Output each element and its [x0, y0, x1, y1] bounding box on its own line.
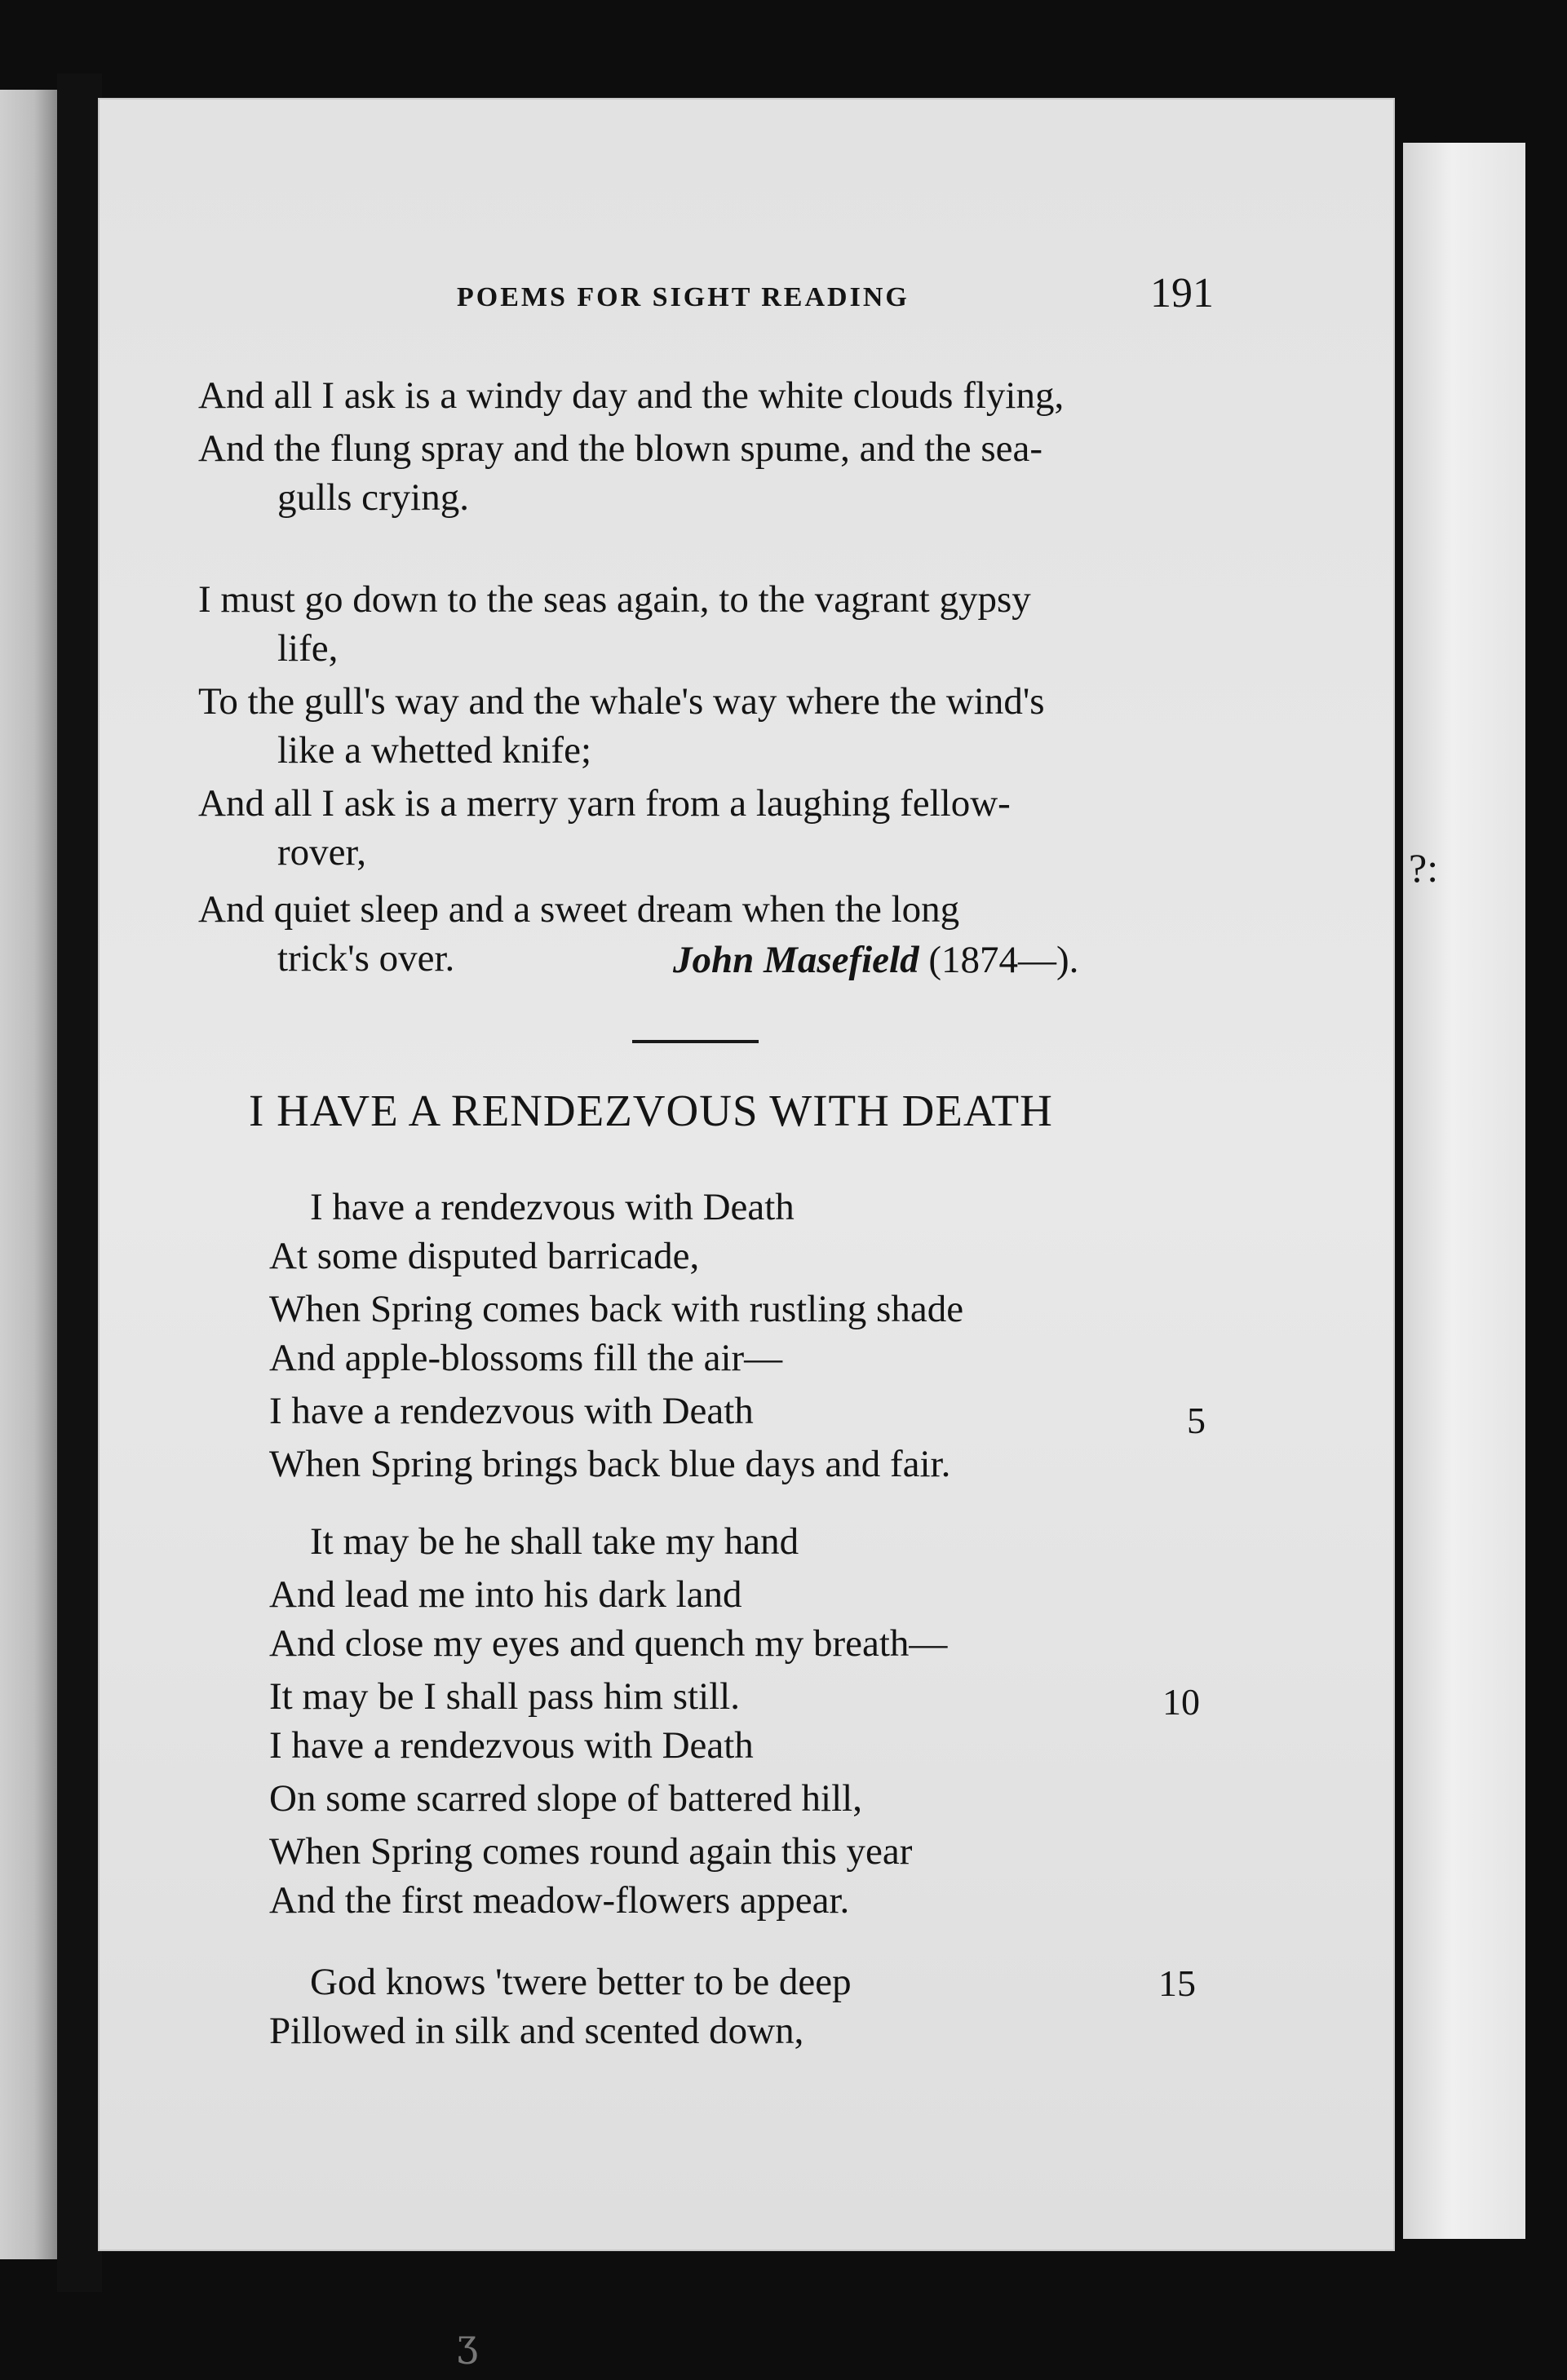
verse-line: life,	[277, 627, 339, 670]
attribution	[673, 938, 1078, 982]
line-number: 15	[1158, 1962, 1196, 2004]
line-number: 10	[1162, 1681, 1200, 1723]
margin-mark-bottom: ʒ	[457, 2320, 478, 2365]
line-number: 5	[1187, 1400, 1206, 1441]
verse-line: When Spring comes round again this year	[269, 1830, 913, 1873]
page-number: 191	[1150, 270, 1214, 316]
verse-line: trick's over.	[277, 937, 455, 980]
book-page	[98, 98, 1395, 2251]
margin-mark-right: ?:	[1409, 845, 1439, 891]
left-page-edge	[0, 90, 57, 2259]
verse-line: I have a rendezvous with Death	[310, 1186, 795, 1228]
next-page-edge	[1403, 143, 1525, 2239]
verse-line: And close my eyes and quench my breath—	[269, 1622, 948, 1665]
verse-line: God knows 'twere better to be deep	[310, 1961, 852, 2003]
verse-line: And all I ask is a merry yarn from a laughing fellow-	[198, 782, 1011, 825]
verse-line: rover,	[277, 831, 367, 874]
verse-line: like a whetted knife;	[277, 729, 591, 772]
verse-line: When Spring comes back with rustling shade	[269, 1288, 964, 1330]
verse-line: When Spring brings back blue days and fair.	[269, 1443, 951, 1485]
verse-line: It may be he shall take my hand	[310, 1520, 799, 1563]
author-name: John Masefield	[673, 939, 919, 981]
binding-gutter	[57, 73, 102, 2292]
verse-line: And lead me into his dark land	[269, 1573, 742, 1616]
verse-line: It may be I shall pass him still.	[269, 1675, 740, 1718]
verse-line: I have a rendezvous with Death	[269, 1724, 754, 1767]
verse-line: To the gull's way and the whale's way where the wind's	[198, 680, 1045, 723]
verse-line: And the first meadow-flowers appear.	[269, 1879, 850, 1922]
verse-line: And all I ask is a windy day and the white clouds flying,	[198, 374, 1065, 417]
verse-line: gulls crying.	[277, 476, 469, 519]
verse-line: And apple-blossoms fill the air—	[269, 1337, 783, 1379]
verse-line: I have a rendezvous with Death	[269, 1390, 754, 1432]
verse-line: And the flung spray and the blown spume, and the sea-	[198, 427, 1043, 470]
author-dates: (1874—).	[928, 939, 1079, 981]
section-rule	[632, 1040, 759, 1043]
poem-title: I HAVE A RENDEZVOUS WITH DEATH	[249, 1086, 1053, 1135]
verse-line: Pillowed in silk and scented down,	[269, 2010, 804, 2052]
running-head: POEMS FOR SIGHT READING	[457, 282, 910, 312]
verse-line: On some scarred slope of battered hill,	[269, 1777, 862, 1820]
verse-line: At some disputed barricade,	[269, 1235, 700, 1277]
verse-line: I must go down to the seas again, to the vagrant gypsy	[198, 578, 1031, 621]
verse-line: And quiet sleep and a sweet dream when the long	[198, 888, 960, 931]
